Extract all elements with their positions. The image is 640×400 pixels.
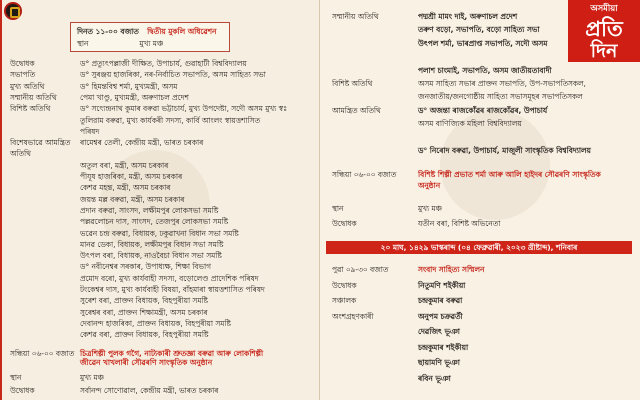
row-value: কেশৱ মহন্ত, মন্ত্ৰী, অসম চৰকাৰ bbox=[80, 183, 171, 193]
row-label: সঞ্চালক bbox=[332, 296, 357, 305]
right-evening-text-2: অনুষ্ঠান bbox=[418, 181, 441, 190]
row-value: নিতুমণি শইকীয়া bbox=[418, 280, 466, 290]
row-value: অতুল বৰা, মন্ত্ৰী, অসম চৰকাৰ bbox=[80, 160, 169, 170]
row-label: বিশেষভাৱে আমন্ত্ৰিত bbox=[10, 138, 71, 148]
row-label: বিশিষ্ট অতিথি bbox=[332, 79, 373, 88]
row-value: তৰুণ বড়ো, সভাপতি, বড়ো সাহিত্য সভা bbox=[418, 25, 540, 35]
brand-line-1: অসমীয়া bbox=[590, 3, 618, 13]
row-value: অসম বাণিজ্যিক মহিলা বিশ্ববিদ্যালয় bbox=[418, 119, 522, 129]
row-label: অতিথি bbox=[10, 149, 31, 159]
right-evening-text-1: বিশিষ্ট শিল্পী প্ৰভাত শৰ্মা আৰু আলি হাইদৰ সৌৱৰণি সাংস্কৃতিক bbox=[418, 170, 601, 179]
row-value: ড° অজন্তা ৰাজকোঁৱৰ ৰাজকোঁৱৰ, উপাচাৰ্য bbox=[418, 105, 548, 115]
row-value: ড° সুৰঞ্জয় হাজৰিকা, নৰ-নির্বাচিত সভাপতি, অসম সাহিত্য সভা bbox=[80, 70, 266, 80]
left-place-value: মুখ্য মঞ্চ bbox=[80, 373, 105, 382]
right-inaug-value: যতীন বৰা, বিশিষ্ট অভিনেতা bbox=[418, 219, 501, 228]
row-value: ভৱেন চন্দ্ৰ বৰুৱা, বিধায়ক, ঢকুৱাখনা বিধান সভা সমষ্টি bbox=[80, 228, 239, 238]
left-evening-text-1: চিত্ৰশিল্পী পুলক গগৈ, নাট্যকাৰী শ্ৰুতজ্ঞা বৰুৱা আৰু লোকশিল্পী bbox=[80, 349, 264, 358]
row-value: পীযূষ হাজৰিকা, মন্ত্ৰী, অসম চৰকাৰ bbox=[80, 172, 183, 181]
row-value: পেমা খাণ্ডু, মুখ্যমন্ত্ৰী, অৰুণাচল প্ৰদেশ bbox=[80, 92, 189, 102]
row-value: জয়ন্ত মল্ল বৰুৱা, মন্ত্ৰী, অসম চৰকাৰ bbox=[80, 194, 185, 204]
row-value: মানৱ ডেকা, বিধায়ক, লক্ষীমপুৰ বিধান সভা সমষ্টি bbox=[80, 239, 224, 249]
session-time: দিনত ১১-০০ বজাত bbox=[77, 27, 139, 36]
right-inaug-label: উদ্বোধক bbox=[332, 219, 357, 228]
row-value: ড° সৎ্যেন্দ্ৰনাথ কুমাৰ বৰুৱা ভট্টাচাৰ্য, মুখ্য উপদেষ্টা, সদৌ অসম মুখ্য স্বঃ bbox=[80, 104, 288, 114]
row-value: ৰবিন ভূঞা bbox=[418, 373, 451, 383]
session-place-value: মুখ্য মঞ্চ bbox=[139, 39, 164, 48]
row-value: অসম সাহিত্য সভাৰ প্ৰাক্তন সভাপতি, উপ-সভাপতিসকল, bbox=[418, 79, 586, 88]
row-value: ড° নবীনেশ্বৰ সৰকাৰ, উপাধ্যক্ষ, শিক্ষা বিভাগ bbox=[80, 262, 212, 272]
row-value: পল্লৱলোচন দাস, সাংসদ, তেজপুৰ লোকসভা সমষ্টি bbox=[80, 217, 229, 227]
row-value: সুৰেশ বৰা, প্ৰাক্তন বিধায়ক, বিহপুৰীয়া সমষ্টি bbox=[80, 296, 208, 306]
date-band: ২০ মাঘ, ১৪২৯ ভাস্কৰাব্দ (০৪ ফেব্ৰুৱাৰী, ২০২৩ খ্ৰীষ্টাব্দ), শনিবাৰ bbox=[326, 241, 632, 254]
row-label: সভাপতি bbox=[10, 70, 36, 80]
row-label: সম্মানীয় অতিথি bbox=[10, 92, 57, 102]
row-value: তুলিরাম বৰুৱা, মুখ্য কাৰ্যকৰী সদস্য, কাৰ্বি আংলং স্বায়ত্তশাসিত bbox=[80, 115, 261, 125]
right-evening-label: সন্ধিয়া ০৬-০০ বজাত bbox=[332, 170, 397, 179]
left-program-list bbox=[0, 0, 319, 400]
session-place-label: স্থান bbox=[77, 39, 89, 48]
row-value: পৰিষদ bbox=[80, 126, 100, 136]
row-value: ড° নিৰোদ বৰুৱা, উপাচাৰ্য, মাজুলী সাংস্কৃতিক বিশ্ববিদ্যালয় bbox=[418, 146, 591, 155]
row-value: উৎপল বৰা, বিধায়ক, নাওবৈচা বিধান সভা সমষ্টি bbox=[80, 251, 222, 261]
left-inaug-label: উদ্বোধক bbox=[10, 386, 35, 395]
left-place-label: স্থান bbox=[10, 373, 22, 382]
row-value: পদ্মশ্ৰী মামং দাই, অৰুণাচল প্ৰদেশ bbox=[418, 12, 518, 21]
row-value: জনজাতীয়/জনগোষ্ঠীয় সাহিত্য সভাসমূহৰ সভাপতিসকল bbox=[418, 92, 583, 102]
row-value: ড° হিমন্তবিশ্ব শৰ্মা, মুখ্যমন্ত্ৰী, অসম bbox=[80, 81, 178, 91]
right-place-label: স্থান bbox=[332, 204, 344, 213]
row-value: পলাশ চাংমাই, সভাপতি, অসম জাতীয়তাবাদী bbox=[418, 65, 552, 75]
left-inaug-value: সৰ্বানন্দ সোণোৱাল, কেন্দ্ৰীয় মন্ত্ৰী, ভাৰত চৰকাৰ bbox=[80, 386, 219, 395]
left-evening-label: সন্ধিয়া ০৬-০০ বজাত bbox=[10, 349, 75, 358]
row-value: প্ৰমোদ বৰো, মুখ্য কাৰ্যবাহী সদস্য, বড়োলেণ্ড প্ৰাদেশিক পৰিষদ bbox=[80, 273, 259, 283]
session-title: দ্বিতীয় মুকলি অধিৱেশন bbox=[147, 27, 217, 36]
brand-line-2: প্রতি bbox=[585, 17, 623, 41]
row-value: উৎপল শৰ্মা, ভাৰপ্ৰাপ্ত সভাপতি, সদৌ অসম bbox=[418, 38, 548, 48]
row-label: পুৱা ০৯-৩০ বজাত bbox=[332, 265, 389, 274]
row-value: প্ৰদান বৰুৱা, সাংসদ, লক্ষীমপুৰ লোকসভা সমষ্টি bbox=[80, 205, 219, 215]
row-value: ছায়ামণি ভূঞা bbox=[418, 358, 460, 367]
left-evening-text-2: জীৱেন খাখলাৰী সৌৱৰণি সাংস্কৃতিক অনুষ্ঠান bbox=[80, 358, 213, 367]
right-place-value: মুখ্য মঞ্চ bbox=[418, 204, 443, 213]
row-value: দেৱজিৎ ভূঞা bbox=[418, 327, 460, 336]
pratidin-logo[interactable] bbox=[568, 0, 640, 62]
row-value: সংবাদ সাহিত্য সম্মিলন bbox=[418, 265, 485, 274]
row-value: ড° প্ৰত্যুৎপল্লাজী দীক্ষিত, উপাচাৰ্য, গুৱাহাটী বিশ্ববিদ্যালয় bbox=[80, 59, 247, 68]
row-label: মুখ্য অতিথি bbox=[10, 81, 45, 91]
brand-line-3: দিন bbox=[590, 40, 618, 62]
row-value: অনুপম চক্ৰৱৰ্তী bbox=[418, 311, 463, 321]
row-label: বিশিষ্ট অতিথি bbox=[10, 104, 51, 114]
row-value: ৰামেশ্বৰ তেলী, কেন্দ্ৰীয় মন্ত্ৰী, ভাৰত চৰকাৰ bbox=[80, 138, 204, 148]
row-label: উদ্বোধক bbox=[10, 59, 35, 68]
row-label: আমন্ত্ৰিত অতিথি bbox=[332, 105, 381, 115]
row-value: সুৰেশ্বৰ বৰা, প্ৰাক্তন শিক্ষামন্ত্ৰী, অসম চৰকাৰ bbox=[80, 307, 208, 317]
row-value: দেবানন্দ হাজৰিকা, প্ৰাক্তন বিধায়ক, বিহপুৰীয়া সমষ্টি bbox=[80, 318, 231, 328]
row-label: সম্মানীয় অতিথি bbox=[332, 12, 379, 21]
row-value: চন্দ্ৰকুমাৰ বৰুৱা bbox=[418, 296, 463, 305]
row-value: চন্দ্ৰকুমাৰ শইকীয়া bbox=[418, 342, 469, 352]
right-page bbox=[320, 0, 640, 400]
row-value: টংকেশ্বৰ দাস, মুখ্য কাৰ্যবাহী বিষয়া, বাঁহমাৰা স্বায়ত্তশাসিত পৰিষদ bbox=[80, 285, 265, 294]
row-value: কেশৱ বৰা, প্ৰাক্তন বিধায়ক, বিহপুৰীয়া সমষ্টি bbox=[80, 330, 209, 340]
row-label: অংশগ্ৰহণকাৰী bbox=[332, 311, 374, 321]
row-label: উদ্বোধক bbox=[332, 280, 357, 290]
